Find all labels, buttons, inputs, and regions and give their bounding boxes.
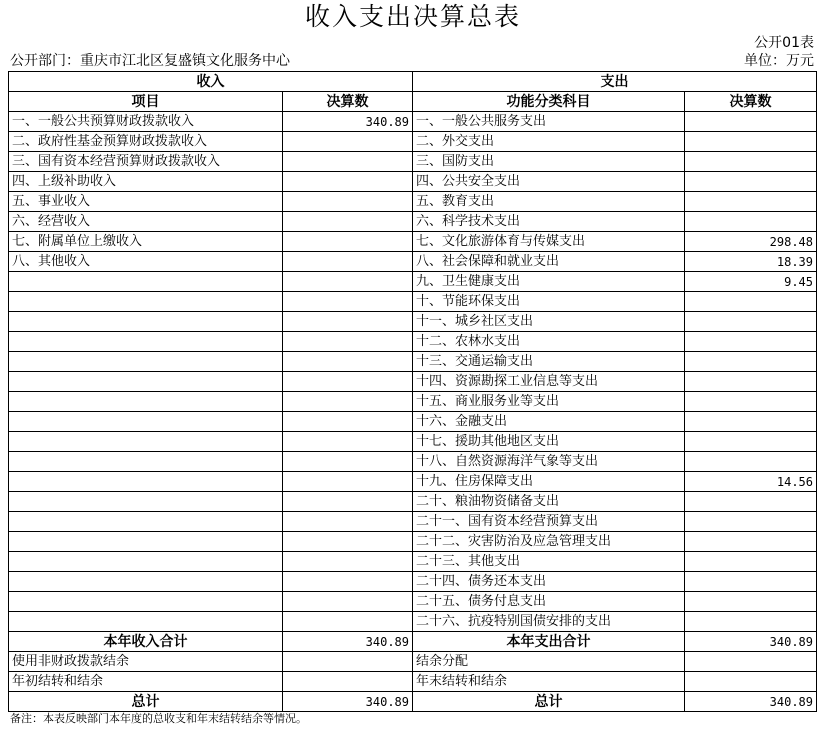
income-item-cell: 七、附属单位上缴收入 [9, 232, 283, 252]
expense-item-cell: 二十一、国有资本经营预算支出 [413, 512, 685, 532]
expense-item-cell: 十三、交通运输支出 [413, 352, 685, 372]
income-amount-cell [283, 452, 413, 472]
income-header: 收入 [9, 72, 413, 92]
non-fiscal-value [283, 652, 413, 672]
expense-item-cell: 九、卫生健康支出 [413, 272, 685, 292]
expense-amount-cell [685, 552, 817, 572]
income-item-cell [9, 572, 283, 592]
income-item-cell [9, 372, 283, 392]
table-row [9, 172, 817, 192]
grand-total-expense: 340.89 [685, 692, 817, 712]
income-amount-cell [283, 332, 413, 352]
income-amount-cell [283, 532, 413, 552]
expense-item-cell: 二十二、灾害防治及应急管理支出 [413, 532, 685, 552]
expense-amount-cell [685, 172, 817, 192]
table-row [9, 372, 817, 392]
income-amount-cell [283, 472, 413, 492]
income-amount-cell [283, 252, 413, 272]
table-row [9, 612, 817, 632]
expense-item-cell: 四、公共安全支出 [413, 172, 685, 192]
income-item-cell [9, 512, 283, 532]
expense-item-cell: 十一、城乡社区支出 [413, 312, 685, 332]
table-row [9, 492, 817, 512]
income-amount-cell [283, 192, 413, 212]
income-amount-cell [283, 132, 413, 152]
grand-total-label-2: 总计 [413, 692, 685, 712]
table-row [9, 292, 817, 312]
expense-item-cell: 十、节能环保支出 [413, 292, 685, 312]
table-row [9, 652, 817, 672]
income-item-cell [9, 272, 283, 292]
table-row [9, 132, 817, 152]
expense-amount-cell [685, 372, 817, 392]
expense-item-cell: 十九、住房保障支出 [413, 472, 685, 492]
table-row [9, 412, 817, 432]
table-row [9, 272, 817, 292]
income-item-cell [9, 592, 283, 612]
grand-total-label: 总计 [9, 692, 283, 712]
expense-item-cell: 二十四、债务还本支出 [413, 572, 685, 592]
expense-amount-cell [685, 492, 817, 512]
income-amount-cell [283, 152, 413, 172]
begin-balance-value [283, 672, 413, 692]
expense-amount-cell: 298.48 [685, 232, 817, 252]
income-amount-cell [283, 432, 413, 452]
expense-amount-cell [685, 512, 817, 532]
end-balance-label: 年末结转和结余 [413, 672, 685, 692]
expense-item-cell: 七、文化旅游体育与传媒支出 [413, 232, 685, 252]
amount-header: 决算数 [283, 92, 413, 112]
table-row [9, 472, 817, 492]
income-item-cell [9, 472, 283, 492]
table-row [9, 252, 817, 272]
expense-amount-cell [685, 212, 817, 232]
income-amount-cell [283, 272, 413, 292]
grand-total-row [9, 692, 817, 712]
expense-amount-cell [685, 412, 817, 432]
expense-item-cell: 二、外交支出 [413, 132, 685, 152]
allocation-label: 结余分配 [413, 652, 685, 672]
income-item-cell [9, 352, 283, 372]
expense-amount-cell [685, 352, 817, 372]
income-total-value: 340.89 [283, 632, 413, 652]
table-row [9, 392, 817, 412]
table-row [9, 332, 817, 352]
income-item-cell: 二、政府性基金预算财政拨款收入 [9, 132, 283, 152]
table-row [9, 112, 817, 132]
expense-item-cell: 十四、资源勘探工业信息等支出 [413, 372, 685, 392]
income-item-cell [9, 612, 283, 632]
table-row [9, 432, 817, 452]
expense-item-cell: 一、一般公共服务支出 [413, 112, 685, 132]
table-row [9, 192, 817, 212]
income-item-cell [9, 332, 283, 352]
expense-amount-cell [685, 612, 817, 632]
expense-amount-cell [685, 192, 817, 212]
page-title: 收入支出决算总表 [304, 2, 521, 31]
func-class-header: 功能分类科目 [413, 92, 685, 112]
total-row [9, 632, 817, 652]
expense-amount-cell [685, 332, 817, 352]
table-row [9, 572, 817, 592]
income-item-cell: 三、国有资本经营预算财政拨款收入 [9, 152, 283, 172]
income-amount-cell [283, 552, 413, 572]
footnote: 备注：本表反映部门本年度的总收支和年末结转结余等情况。 [10, 712, 307, 725]
expense-amount-cell: 14.56 [685, 472, 817, 492]
income-item-cell: 一、一般公共预算财政拨款收入 [9, 112, 283, 132]
income-item-cell [9, 432, 283, 452]
income-amount-cell [283, 612, 413, 632]
income-amount-cell [283, 352, 413, 372]
table-row [9, 152, 817, 172]
expense-item-cell: 十六、金融支出 [413, 412, 685, 432]
expense-amount-cell [685, 152, 817, 172]
amount-header-2: 决算数 [685, 92, 817, 112]
income-item-cell: 八、其他收入 [9, 252, 283, 272]
header-row-columns [9, 92, 817, 112]
allocation-value [685, 652, 817, 672]
expense-amount-cell: 18.39 [685, 252, 817, 272]
table-row [9, 552, 817, 572]
expense-item-cell: 十二、农林水支出 [413, 332, 685, 352]
income-amount-cell [283, 392, 413, 412]
income-amount-cell [283, 232, 413, 252]
table-row [9, 352, 817, 372]
income-amount-cell [283, 492, 413, 512]
income-item-cell [9, 532, 283, 552]
expense-item-cell: 二十三、其他支出 [413, 552, 685, 572]
income-amount-cell [283, 372, 413, 392]
income-item-cell [9, 552, 283, 572]
expense-amount-cell [685, 592, 817, 612]
income-amount-cell [283, 312, 413, 332]
form-number: 公开01表 [754, 35, 814, 51]
income-amount-cell [283, 292, 413, 312]
expense-item-cell: 十八、自然资源海洋气象等支出 [413, 452, 685, 472]
expense-amount-cell [685, 312, 817, 332]
expense-amount-cell [685, 432, 817, 452]
income-amount-cell: 340.89 [283, 112, 413, 132]
income-item-cell [9, 292, 283, 312]
table-row [9, 452, 817, 472]
table-row [9, 672, 817, 692]
expense-item-cell: 六、科学技术支出 [413, 212, 685, 232]
end-balance-value [685, 672, 817, 692]
table-row [9, 532, 817, 552]
expense-item-cell: 二十五、债务付息支出 [413, 592, 685, 612]
income-amount-cell [283, 592, 413, 612]
expense-item-cell: 五、教育支出 [413, 192, 685, 212]
begin-balance-label: 年初结转和结余 [9, 672, 283, 692]
table-row [9, 592, 817, 612]
income-item-cell: 五、事业收入 [9, 192, 283, 212]
income-item-cell: 六、经营收入 [9, 212, 283, 232]
expense-item-cell: 三、国防支出 [413, 152, 685, 172]
expense-amount-cell [685, 292, 817, 312]
income-item-cell [9, 492, 283, 512]
expense-amount-cell: 9.45 [685, 272, 817, 292]
expense-amount-cell [685, 532, 817, 552]
income-item-cell [9, 312, 283, 332]
grand-total-income: 340.89 [283, 692, 413, 712]
expense-amount-cell [685, 392, 817, 412]
expense-item-cell: 二十六、抗疫特别国债安排的支出 [413, 612, 685, 632]
unit-label: 单位：万元 [744, 53, 814, 69]
expense-total-value: 340.89 [685, 632, 817, 652]
income-item-cell: 四、上级补助收入 [9, 172, 283, 192]
department-label: 公开部门：重庆市江北区复盛镇文化服务中心 [10, 53, 290, 69]
income-amount-cell [283, 172, 413, 192]
header-row-group [9, 72, 817, 92]
income-item-cell [9, 392, 283, 412]
income-item-cell [9, 412, 283, 432]
income-amount-cell [283, 412, 413, 432]
expense-header: 支出 [413, 72, 817, 92]
income-amount-cell [283, 212, 413, 232]
expense-item-cell: 十七、援助其他地区支出 [413, 432, 685, 452]
expense-amount-cell [685, 452, 817, 472]
income-amount-cell [283, 572, 413, 592]
table-row [9, 212, 817, 232]
expense-item-cell: 十五、商业服务业等支出 [413, 392, 685, 412]
expense-item-cell: 二十、粮油物资储备支出 [413, 492, 685, 512]
table-row [9, 232, 817, 252]
expense-amount-cell [685, 132, 817, 152]
income-total-label: 本年收入合计 [9, 632, 283, 652]
item-header: 项目 [9, 92, 283, 112]
income-item-cell [9, 452, 283, 472]
income-amount-cell [283, 512, 413, 532]
non-fiscal-label: 使用非财政拨款结余 [9, 652, 283, 672]
expense-total-label: 本年支出合计 [413, 632, 685, 652]
table-row [9, 512, 817, 532]
expense-amount-cell [685, 112, 817, 132]
expense-item-cell: 八、社会保障和就业支出 [413, 252, 685, 272]
table-row [9, 312, 817, 332]
summary-table [8, 71, 817, 712]
expense-amount-cell [685, 572, 817, 592]
